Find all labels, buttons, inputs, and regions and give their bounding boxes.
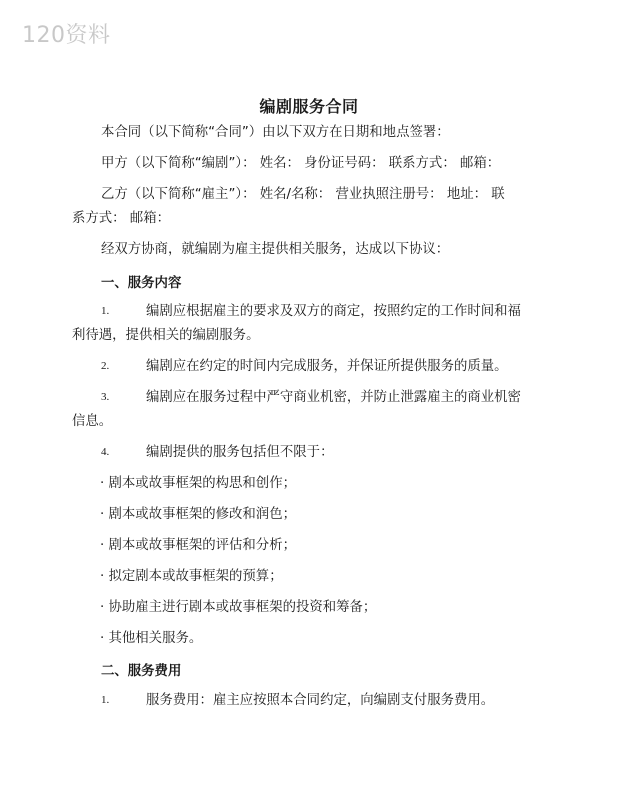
party-a-line: 甲方（以下简称“编剧”）： 姓名： 身份证号码： 联系方式： 邮箱： (101, 156, 501, 171)
party-b-line: 乙方（以下简称“雇主”）： 姓名/名称： 营业执照注册号： 地址： 联 (101, 187, 505, 202)
document-title: 编剧服务合同 (259, 97, 359, 116)
item-text: 编剧应在服务过程中严守商业机密，并防止泄露雇主的商业机密 (146, 390, 521, 405)
item-text-cont: 信息。 (72, 414, 113, 429)
party-b-line-cont: 系方式： 邮箱： (72, 211, 170, 226)
item-number: 4. (101, 446, 110, 458)
agreement-line: 经双方协商，就编剧为雇主提供相关服务，达成以下协议： (101, 242, 450, 257)
item-number: 3. (101, 391, 110, 403)
item-text-cont: 利待遇，提供相关的编剧服务。 (72, 328, 260, 343)
item-text: 编剧提供的服务包括但不限于： (146, 445, 334, 460)
item-number: 1. (101, 694, 110, 706)
list-item: · 拟定剧本或故事框架的预算； (100, 569, 283, 584)
list-item: · 剧本或故事框架的构思和创作； (100, 476, 296, 491)
section-heading-fees: 二、服务费用 (101, 664, 182, 679)
list-item: · 剧本或故事框架的评估和分析； (100, 538, 296, 553)
watermark-logo: 120资料 (22, 23, 111, 48)
list-item: · 剧本或故事框架的修改和润色； (100, 507, 296, 522)
item-text: 编剧应根据雇主的要求及双方的商定，按照约定的工作时间和福 (146, 304, 521, 319)
section-heading-services: 一、服务内容 (101, 276, 182, 291)
intro-line: 本合同（以下简称“合同”）由以下双方在日期和地点签署： (101, 125, 450, 140)
item-number: 2. (101, 360, 110, 372)
item-text: 服务费用：雇主应按照本合同约定，向编剧支付服务费用。 (146, 693, 495, 708)
list-item: · 其他相关服务。 (100, 631, 203, 646)
item-number: 1. (101, 305, 110, 317)
item-text: 编剧应在约定的时间内完成服务，并保证所提供服务的质量。 (146, 359, 508, 374)
list-item: · 协助雇主进行剧本或故事框架的投资和筹备； (100, 600, 377, 615)
